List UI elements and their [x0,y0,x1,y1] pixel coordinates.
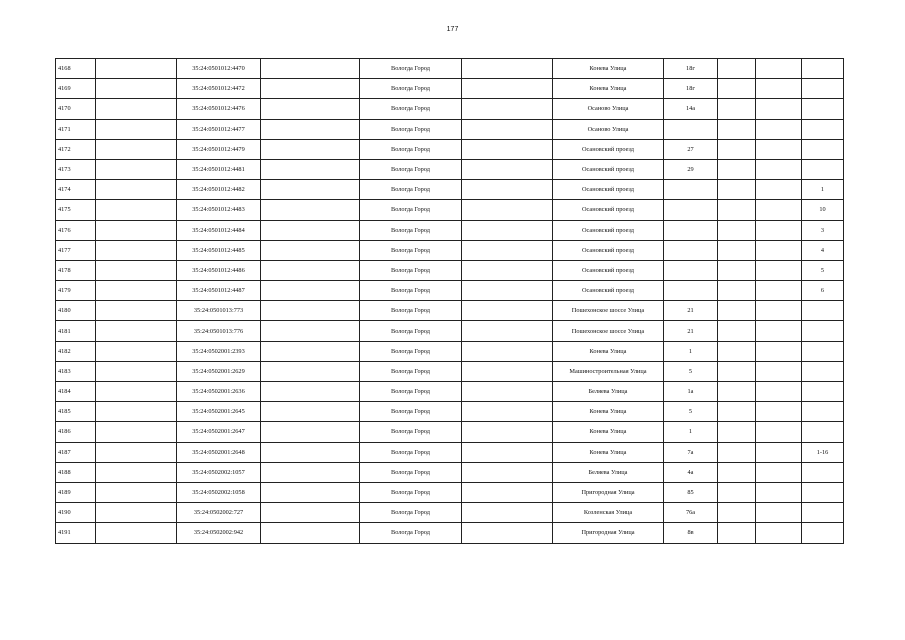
cadastral-number-cell: 35:24:0502001:2393 [177,341,261,361]
house-number-cell: 18г [664,79,718,99]
empty-cell [261,240,360,260]
empty-cell [96,79,177,99]
empty-cell [462,422,553,442]
empty-cell [756,382,802,402]
cadastral-number-cell: 35:24:0502002:1058 [177,482,261,502]
city-cell: Вологда Город [360,482,462,502]
city-cell: Вологда Город [360,79,462,99]
empty-cell [462,523,553,543]
city-cell: Вологда Город [360,321,462,341]
table-row [56,361,844,381]
street-cell: Конева Улица [553,402,664,422]
empty-cell [462,382,553,402]
street-cell: Козленская Улица [553,503,664,523]
empty-cell [718,341,756,361]
empty-cell [96,321,177,341]
empty-cell [462,200,553,220]
row-number-cell: 4173 [56,159,96,179]
empty-cell [462,482,553,502]
empty-cell [462,462,553,482]
empty-cell [718,260,756,280]
house-number-cell [664,281,718,301]
empty-cell [96,99,177,119]
empty-cell [96,260,177,280]
empty-cell [756,321,802,341]
empty-cell [718,139,756,159]
empty-cell [261,119,360,139]
table-row [56,200,844,220]
empty-cell [462,361,553,381]
empty-cell [462,281,553,301]
city-cell: Вологда Город [360,180,462,200]
row-number-cell: 4186 [56,422,96,442]
apartment-cell [802,139,844,159]
empty-cell [718,462,756,482]
empty-cell [96,382,177,402]
cadastral-number-cell: 35:24:0501012:4483 [177,200,261,220]
street-cell: Беляева Улица [553,462,664,482]
cadastral-number-cell: 35:24:0502002:1057 [177,462,261,482]
street-cell: Конева Улица [553,341,664,361]
cadastral-number-cell: 35:24:0502002:942 [177,523,261,543]
city-cell: Вологда Город [360,119,462,139]
empty-cell [96,482,177,502]
apartment-cell [802,382,844,402]
empty-cell [261,482,360,502]
house-number-cell: 1а [664,382,718,402]
table-row [56,99,844,119]
table-body [56,59,844,544]
empty-cell [718,503,756,523]
house-number-cell: 21 [664,321,718,341]
empty-cell [718,402,756,422]
empty-cell [718,422,756,442]
empty-cell [756,422,802,442]
house-number-cell: 27 [664,139,718,159]
table-row [56,422,844,442]
house-number-cell: 4а [664,462,718,482]
table-row [56,59,844,79]
empty-cell [261,402,360,422]
cadastral-number-cell: 35:24:0501013:776 [177,321,261,341]
house-number-cell: 85 [664,482,718,502]
empty-cell [96,240,177,260]
table-row [56,462,844,482]
empty-cell [96,523,177,543]
apartment-cell [802,119,844,139]
empty-cell [261,462,360,482]
row-number-cell: 4187 [56,442,96,462]
street-cell: Осаново Улица [553,99,664,119]
empty-cell [462,260,553,280]
row-number-cell: 4176 [56,220,96,240]
street-cell: Конева Улица [553,422,664,442]
empty-cell [96,442,177,462]
empty-cell [756,341,802,361]
empty-cell [718,180,756,200]
row-number-cell: 4168 [56,59,96,79]
apartment-cell [802,503,844,523]
apartment-cell [802,159,844,179]
empty-cell [756,159,802,179]
row-number-cell: 4170 [56,99,96,119]
empty-cell [462,503,553,523]
empty-cell [756,139,802,159]
city-cell: Вологда Город [360,301,462,321]
table-row [56,523,844,543]
empty-cell [261,139,360,159]
table-row [56,220,844,240]
empty-cell [756,523,802,543]
empty-cell [756,503,802,523]
city-cell: Вологда Город [360,59,462,79]
house-number-cell: 18г [664,59,718,79]
cadastral-number-cell: 35:24:0502001:2636 [177,382,261,402]
apartment-cell [802,301,844,321]
street-cell: Осановский проезд [553,200,664,220]
house-number-cell: 14а [664,99,718,119]
cadastral-number-cell: 35:24:0501012:4481 [177,159,261,179]
empty-cell [261,321,360,341]
table-row [56,281,844,301]
street-cell: Осановский проезд [553,260,664,280]
cadastral-number-cell: 35:24:0502001:2647 [177,422,261,442]
city-cell: Вологда Город [360,281,462,301]
empty-cell [756,281,802,301]
empty-cell [756,220,802,240]
house-number-cell [664,260,718,280]
apartment-cell: 4 [802,240,844,260]
apartment-cell: 5 [802,260,844,280]
empty-cell [96,59,177,79]
apartment-cell [802,341,844,361]
empty-cell [756,79,802,99]
empty-cell [756,99,802,119]
table-row [56,321,844,341]
table-row [56,301,844,321]
empty-cell [96,281,177,301]
empty-cell [96,402,177,422]
street-cell: Конева Улица [553,79,664,99]
cadastral-number-cell: 35:24:0501012:4477 [177,119,261,139]
empty-cell [261,159,360,179]
cadastral-number-cell: 35:24:0501012:4470 [177,59,261,79]
empty-cell [261,59,360,79]
row-number-cell: 4185 [56,402,96,422]
empty-cell [462,59,553,79]
empty-cell [718,119,756,139]
empty-cell [261,180,360,200]
city-cell: Вологда Город [360,503,462,523]
apartment-cell [802,462,844,482]
apartment-cell: 6 [802,281,844,301]
empty-cell [756,180,802,200]
row-number-cell: 4181 [56,321,96,341]
cadastral-number-cell: 35:24:0501012:4487 [177,281,261,301]
empty-cell [462,139,553,159]
cadastral-number-cell: 35:24:0501012:4486 [177,260,261,280]
city-cell: Вологда Город [360,139,462,159]
street-cell: Пригородная Улица [553,523,664,543]
empty-cell [756,482,802,502]
apartment-cell [802,99,844,119]
empty-cell [718,361,756,381]
cadastral-number-cell: 35:24:0501012:4476 [177,99,261,119]
city-cell: Вологда Город [360,462,462,482]
table-row [56,503,844,523]
empty-cell [718,99,756,119]
empty-cell [756,59,802,79]
city-cell: Вологда Город [360,159,462,179]
street-cell: Пошехонское шоссе Улица [553,301,664,321]
table-row [56,382,844,402]
row-number-cell: 4179 [56,281,96,301]
cadastral-number-cell: 35:24:0501012:4484 [177,220,261,240]
cadastral-number-cell: 35:24:0501012:4482 [177,180,261,200]
empty-cell [462,240,553,260]
cadastral-number-cell: 35:24:0502001:2648 [177,442,261,462]
empty-cell [261,200,360,220]
street-cell: Пошехонское шоссе Улица [553,321,664,341]
empty-cell [462,119,553,139]
street-cell: Осаново Улица [553,119,664,139]
table-row [56,482,844,502]
empty-cell [756,301,802,321]
empty-cell [96,180,177,200]
empty-cell [718,523,756,543]
house-number-cell: 8в [664,523,718,543]
house-number-cell: 5 [664,402,718,422]
empty-cell [96,119,177,139]
empty-cell [96,462,177,482]
house-number-cell: 76а [664,503,718,523]
apartment-cell [802,79,844,99]
city-cell: Вологда Город [360,220,462,240]
empty-cell [96,422,177,442]
row-number-cell: 4188 [56,462,96,482]
empty-cell [756,260,802,280]
house-number-cell: 7а [664,442,718,462]
apartment-cell: 3 [802,220,844,240]
row-number-cell: 4189 [56,482,96,502]
row-number-cell: 4174 [56,180,96,200]
house-number-cell [664,220,718,240]
row-number-cell: 4190 [56,503,96,523]
street-cell: Конева Улица [553,442,664,462]
empty-cell [718,321,756,341]
table-row [56,402,844,422]
apartment-cell: 1-16 [802,442,844,462]
empty-cell [718,482,756,502]
registry-table [55,58,844,544]
cadastral-number-cell: 35:24:0502002:727 [177,503,261,523]
empty-cell [718,220,756,240]
street-cell: Пригородная Улица [553,482,664,502]
empty-cell [718,382,756,402]
city-cell: Вологда Город [360,200,462,220]
city-cell: Вологда Город [360,361,462,381]
table-row [56,260,844,280]
apartment-cell: 10 [802,200,844,220]
house-number-cell [664,180,718,200]
city-cell: Вологда Город [360,382,462,402]
empty-cell [261,79,360,99]
house-number-cell: 29 [664,159,718,179]
empty-cell [96,139,177,159]
house-number-cell [664,200,718,220]
cadastral-number-cell: 35:24:0501013:773 [177,301,261,321]
apartment-cell: 1 [802,180,844,200]
empty-cell [718,442,756,462]
table-row [56,341,844,361]
cadastral-number-cell: 35:24:0502001:2645 [177,402,261,422]
cadastral-number-cell: 35:24:0501012:4472 [177,79,261,99]
city-cell: Вологда Город [360,523,462,543]
table-row [56,159,844,179]
house-number-cell [664,119,718,139]
empty-cell [261,442,360,462]
cadastral-number-cell: 35:24:0501012:4479 [177,139,261,159]
row-number-cell: 4171 [56,119,96,139]
cadastral-number-cell: 35:24:0502001:2629 [177,361,261,381]
house-number-cell: 1 [664,422,718,442]
empty-cell [96,341,177,361]
empty-cell [462,321,553,341]
empty-cell [96,301,177,321]
empty-cell [261,503,360,523]
empty-cell [718,301,756,321]
city-cell: Вологда Город [360,402,462,422]
empty-cell [462,402,553,422]
empty-cell [96,159,177,179]
table-row [56,180,844,200]
row-number-cell: 4182 [56,341,96,361]
city-cell: Вологда Город [360,240,462,260]
table-row [56,119,844,139]
street-cell: Осановский проезд [553,240,664,260]
empty-cell [261,422,360,442]
apartment-cell [802,402,844,422]
empty-cell [718,159,756,179]
street-cell: Осановский проезд [553,180,664,200]
empty-cell [718,59,756,79]
city-cell: Вологда Город [360,260,462,280]
empty-cell [261,260,360,280]
apartment-cell [802,361,844,381]
empty-cell [718,200,756,220]
city-cell: Вологда Город [360,422,462,442]
empty-cell [756,361,802,381]
apartment-cell [802,321,844,341]
house-number-cell: 5 [664,361,718,381]
empty-cell [261,382,360,402]
house-number-cell: 21 [664,301,718,321]
street-cell: Осановский проезд [553,281,664,301]
empty-cell [261,281,360,301]
row-number-cell: 4175 [56,200,96,220]
apartment-cell [802,523,844,543]
table-row [56,240,844,260]
row-number-cell: 4183 [56,361,96,381]
empty-cell [96,220,177,240]
row-number-cell: 4178 [56,260,96,280]
empty-cell [756,462,802,482]
city-cell: Вологда Город [360,341,462,361]
row-number-cell: 4177 [56,240,96,260]
empty-cell [261,301,360,321]
row-number-cell: 4172 [56,139,96,159]
row-number-cell: 4184 [56,382,96,402]
empty-cell [756,240,802,260]
empty-cell [462,159,553,179]
empty-cell [718,240,756,260]
empty-cell [756,442,802,462]
row-number-cell: 4191 [56,523,96,543]
city-cell: Вологда Город [360,99,462,119]
city-cell: Вологда Город [360,442,462,462]
street-cell: Конева Улица [553,59,664,79]
apartment-cell [802,59,844,79]
empty-cell [462,442,553,462]
empty-cell [96,200,177,220]
table-row [56,442,844,462]
table-row [56,139,844,159]
empty-cell [261,99,360,119]
street-cell: Осановский проезд [553,159,664,179]
page-number: 177 [446,26,459,33]
empty-cell [462,301,553,321]
street-cell: Осановский проезд [553,220,664,240]
empty-cell [756,200,802,220]
house-number-cell [664,240,718,260]
empty-cell [261,341,360,361]
street-cell: Машиностроительная Улица [553,361,664,381]
empty-cell [462,79,553,99]
street-cell: Беляева Улица [553,382,664,402]
empty-cell [756,402,802,422]
cadastral-number-cell: 35:24:0501012:4485 [177,240,261,260]
empty-cell [462,99,553,119]
empty-cell [462,220,553,240]
empty-cell [96,361,177,381]
empty-cell [756,119,802,139]
empty-cell [261,361,360,381]
empty-cell [261,220,360,240]
house-number-cell: 1 [664,341,718,361]
row-number-cell: 4180 [56,301,96,321]
empty-cell [718,281,756,301]
empty-cell [718,79,756,99]
empty-cell [96,503,177,523]
empty-cell [462,341,553,361]
apartment-cell [802,422,844,442]
row-number-cell: 4169 [56,79,96,99]
apartment-cell [802,482,844,502]
empty-cell [261,523,360,543]
empty-cell [462,180,553,200]
table-row [56,79,844,99]
street-cell: Осановский проезд [553,139,664,159]
